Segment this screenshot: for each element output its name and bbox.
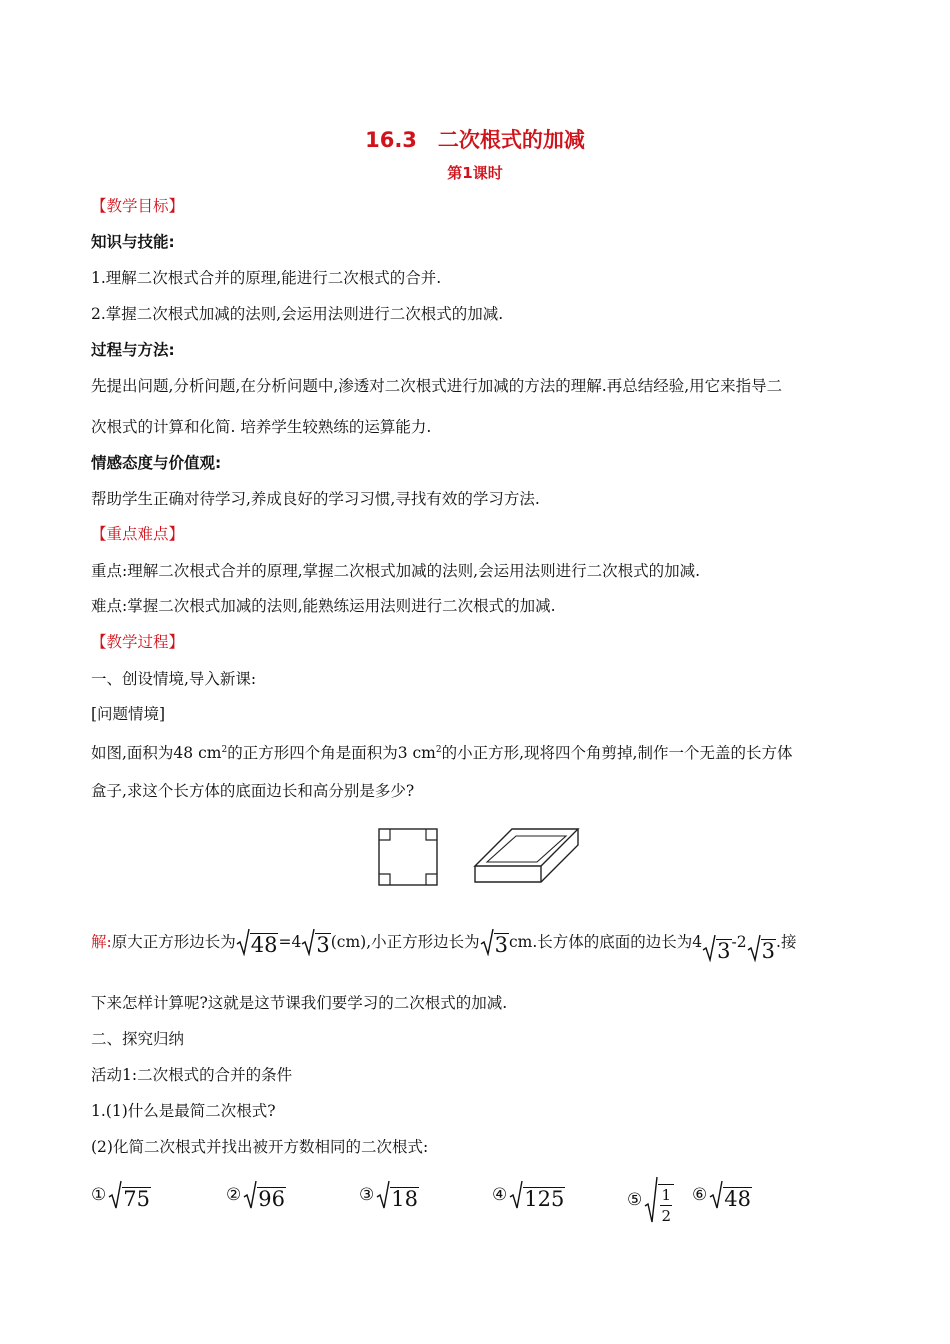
- activity-question-1: 1.(1)什么是最简二次根式?: [91, 1102, 276, 1120]
- step-2: 二、探究归纳: [91, 1030, 185, 1048]
- sqrt-3: 3: [301, 928, 330, 956]
- question-line-1: 如图,面积为48 $cm^2$的正方形四个角是面积为3 $cm^2$的小正方形,现将四个角剪掉,制作一个无盖的长方体: [91, 744, 793, 763]
- square-figure: [376, 826, 440, 888]
- solution-line-1: 解: 原大正方形边长为 48 =4 3 (cm),小正方形边长为 3 cm.长方体的底面的边长为4 3 -2 3 .接: [91, 928, 796, 956]
- solution-line-2: 下来怎样计算呢?这就是这节课我们要学习的二次根式的加减.: [91, 994, 508, 1012]
- solution-label: 解:: [91, 933, 112, 951]
- sqrt-3: 3: [480, 928, 509, 956]
- fraction: $\frac{1}{2}$: [658, 1184, 674, 1224]
- process-line-2: 次根式的计算和化简. 培养学生较熟练的运算能力.: [91, 418, 432, 436]
- option-6: ⑥ 48: [692, 1180, 752, 1210]
- heading-knowledge: 知识与技能:: [91, 233, 175, 251]
- step-1: 一、创设情境,导入新课:: [91, 670, 257, 688]
- page-title: 16.3 二次根式的加减: [365, 128, 585, 152]
- question-line-2: 盒子,求这个长方体的底面边长和高分别是多少?: [91, 782, 415, 800]
- activity-1: 活动1:二次根式的合并的条件: [91, 1066, 293, 1084]
- option-1: ① 75: [91, 1180, 151, 1210]
- heading-process: 过程与方法:: [91, 341, 175, 359]
- option-4: ④ 125: [492, 1180, 565, 1210]
- section-objectives: 【教学目标】: [91, 197, 185, 215]
- section-key-points: 【重点难点】: [91, 525, 185, 543]
- sqrt-48: 48: [236, 928, 279, 956]
- heading-emotion: 情感态度与价值观:: [91, 454, 222, 472]
- page-subtitle: 第1课时: [447, 164, 503, 182]
- key-point: 重点:理解二次根式合并的原理,掌握二次根式加减的法则,会运用法则进行二次根式的加减.: [91, 562, 701, 580]
- process-line-1: 先提出问题,分析问题,在分析问题中,渗透对二次根式进行加减的方法的理解.再总结经验,用它来指导二: [91, 377, 783, 395]
- option-5: ⑤ $\frac{1}{2}$: [627, 1176, 674, 1224]
- emotion-line: 帮助学生正确对待学习,养成良好的学习习惯,寻找有效的学习方法.: [91, 490, 540, 508]
- difficult-point: 难点:掌握二次根式加减的法则,能熟练运用法则进行二次根式的加减.: [91, 597, 556, 615]
- problem-situation: [问题情境]: [91, 705, 166, 723]
- knowledge-item-2: 2.掌握二次根式加减的法则,会运用法则进行二次根式的加减.: [91, 305, 504, 323]
- sqrt-3: 3: [747, 934, 776, 962]
- activity-question-2: (2)化简二次根式并找出被开方数相同的二次根式:: [91, 1138, 429, 1156]
- sqrt-3: 3: [702, 934, 731, 962]
- section-process: 【教学过程】: [91, 633, 185, 651]
- option-2: ② 96: [226, 1180, 286, 1210]
- option-3: ③ 18: [359, 1180, 419, 1210]
- knowledge-item-1: 1.理解二次根式合并的原理,能进行二次根式的合并.: [91, 269, 442, 287]
- box-figure: [472, 826, 582, 886]
